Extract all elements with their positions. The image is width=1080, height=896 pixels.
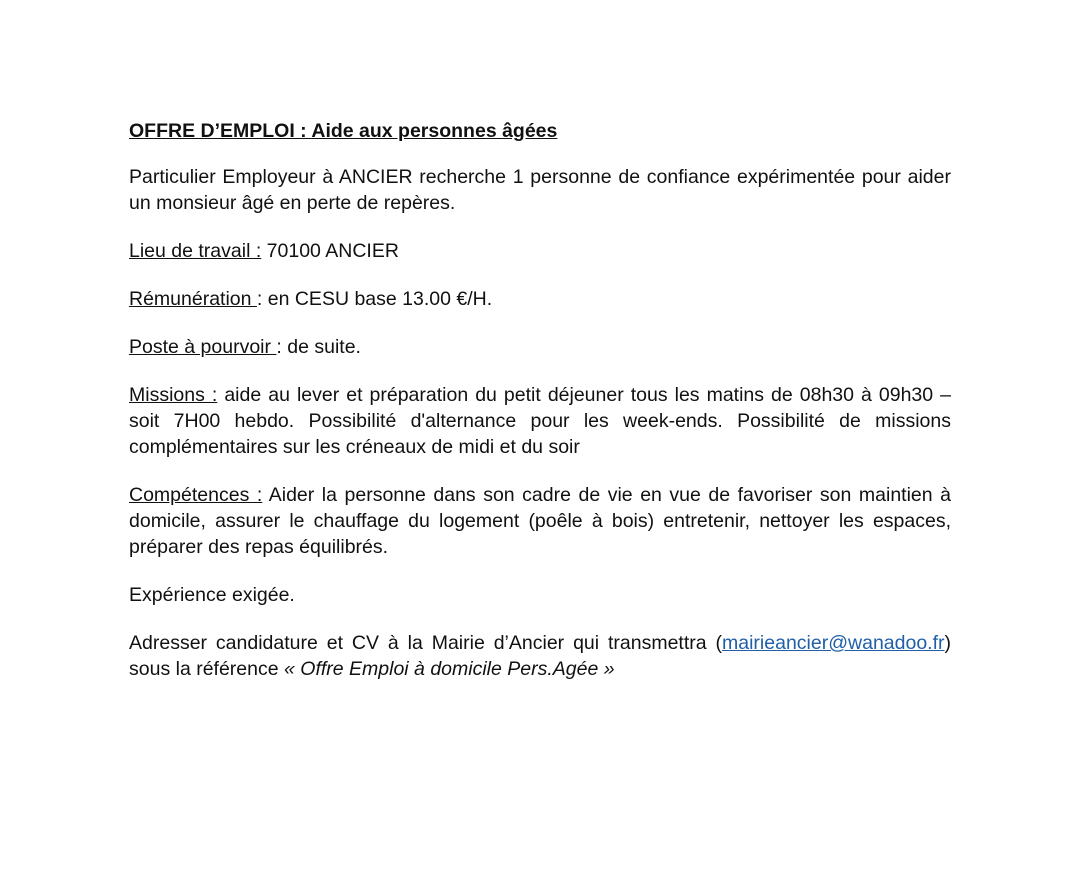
contact-paragraph (129, 630, 951, 682)
offer-reference: « Offre Emploi à domicile Pers.Agée » (284, 658, 615, 680)
position-value: : de suite. (276, 336, 361, 358)
remuneration-value: : en CESU base 13.00 €/H. (256, 288, 493, 310)
missions-paragraph (129, 382, 951, 460)
remuneration-paragraph (129, 286, 951, 312)
missions-value: aide au lever et préparation du petit déjeuner tous les matins de 08h30 à 09h30 – soit 7H00 hebdo. Possibilité d'alternance pour les week-ends. Possibilité de missions complémentaires sur les créneaux de midi et du soir (129, 384, 951, 458)
work-location-value: 70100 ANCIER (261, 240, 399, 262)
job-offer-document (129, 118, 951, 704)
skills-value: Aider la personne dans son cadre de vie en vue de favoriser son maintien à domicile, assurer le chauffage du logement (poêle à bois) entretenir, nettoyer les espaces, préparer des repas équilibrés. (129, 484, 952, 558)
position-label: Poste à pourvoir (129, 336, 277, 358)
work-location-label: Lieu de travail : (129, 240, 262, 262)
skills-paragraph (129, 482, 951, 560)
contact-text-middle: ) sous la référence (129, 632, 951, 680)
email-link[interactable]: mairieancier@wanadoo.fr (722, 632, 945, 654)
experience-paragraph: Expérience exigée. (129, 584, 295, 606)
contact-text-before: Adresser candidature et CV à la Mairie d’Ancier qui transmettra ( (129, 632, 723, 654)
missions-label: Missions : (129, 384, 218, 406)
intro-paragraph: Particulier Employeur à ANCIER recherche 1 personne de confiance expérimentée pour aider un monsieur âgé en perte de repères. (129, 166, 951, 214)
work-location-paragraph (129, 238, 951, 264)
position-paragraph (129, 334, 951, 360)
remuneration-label: Rémunération (129, 288, 257, 310)
skills-label: Compétences : (129, 484, 263, 506)
offer-title: OFFRE D’EMPLOI : Aide aux personnes âgées (129, 120, 558, 142)
